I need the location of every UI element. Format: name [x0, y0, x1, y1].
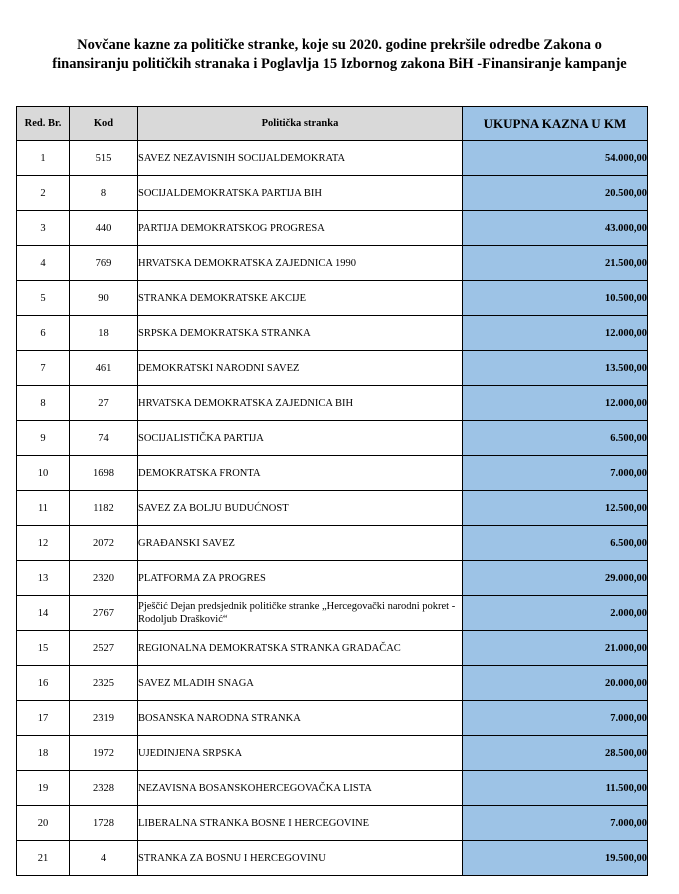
party-name: SOCIJALISTIČKA PARTIJA [138, 421, 463, 456]
row-number: 6 [17, 316, 70, 351]
table-row [17, 596, 648, 631]
party-name: SAVEZ ZA BOLJU BUDUĆNOST [138, 491, 463, 526]
title-line-1: Novčane kazne za političke stranke, koje su 2020. godine prekršile odredbe Zakona o [77, 37, 602, 53]
party-name: HRVATSKA DEMOKRATSKA ZAJEDNICA 1990 [138, 246, 463, 281]
party-name: PLATFORMA ZA PROGRES [138, 561, 463, 596]
party-name: UJEDINJENA SRPSKA [138, 736, 463, 771]
header-code: Kod [70, 107, 138, 141]
party-name: SOCIJALDEMOKRATSKA PARTIJA BIH [138, 176, 463, 211]
fine-amount: 6.500,00 [463, 526, 648, 561]
row-number: 7 [17, 351, 70, 386]
fine-amount: 7.000,00 [463, 456, 648, 491]
table-row [17, 631, 648, 666]
header-total: UKUPNA KAZNA U KM [463, 107, 648, 141]
row-number: 3 [17, 211, 70, 246]
party-code: 90 [70, 281, 138, 316]
fine-amount: 20.500,00 [463, 176, 648, 211]
title-line-2: finansiranju političkih stranaka i Poglavlja 15 Izbornog zakona BiH -Finansiranje kampanje [52, 56, 627, 72]
fine-amount: 6.500,00 [463, 421, 648, 456]
party-name: Pješčić Dejan predsjednik političke stranke „Hercegovački narodni pokret - Rodoljub Drašković“ [138, 596, 463, 631]
party-code: 2328 [70, 771, 138, 806]
table-row [17, 141, 648, 176]
fine-amount: 11.500,00 [463, 771, 648, 806]
fine-amount: 19.500,00 [463, 841, 648, 876]
fine-amount: 12.000,00 [463, 316, 648, 351]
party-name: LIBERALNA STRANKA BOSNE I HERCEGOVINE [138, 806, 463, 841]
party-code: 769 [70, 246, 138, 281]
table-row [17, 281, 648, 316]
row-number: 2 [17, 176, 70, 211]
table-row [17, 351, 648, 386]
fine-amount: 21.000,00 [463, 631, 648, 666]
row-number: 20 [17, 806, 70, 841]
row-number: 8 [17, 386, 70, 421]
row-number: 21 [17, 841, 70, 876]
party-name: REGIONALNA DEMOKRATSKA STRANKA GRADAČAC [138, 631, 463, 666]
party-code: 1972 [70, 736, 138, 771]
party-name: SRPSKA DEMOKRATSKA STRANKA [138, 316, 463, 351]
party-code: 440 [70, 211, 138, 246]
party-code: 2325 [70, 666, 138, 701]
party-name: NEZAVISNA BOSANSKOHERCEGOVAČKA LISTA [138, 771, 463, 806]
party-name: STRANKA DEMOKRATSKE AKCIJE [138, 281, 463, 316]
row-number: 4 [17, 246, 70, 281]
table-row [17, 561, 648, 596]
row-number: 9 [17, 421, 70, 456]
table-row [17, 701, 648, 736]
table-row [17, 176, 648, 211]
party-name: SAVEZ NEZAVISNIH SOCIJALDEMOKRATA [138, 141, 463, 176]
party-code: 461 [70, 351, 138, 386]
fines-table [16, 106, 648, 876]
fine-amount: 20.000,00 [463, 666, 648, 701]
header-party: Politička stranka [138, 107, 463, 141]
party-code: 1728 [70, 806, 138, 841]
party-code: 74 [70, 421, 138, 456]
row-number: 11 [17, 491, 70, 526]
fine-amount: 2.000,00 [463, 596, 648, 631]
row-number: 12 [17, 526, 70, 561]
table-header-row [17, 107, 648, 141]
fine-amount: 10.500,00 [463, 281, 648, 316]
table-row [17, 246, 648, 281]
table-row [17, 736, 648, 771]
party-code: 515 [70, 141, 138, 176]
fine-amount: 7.000,00 [463, 701, 648, 736]
party-code: 2767 [70, 596, 138, 631]
party-code: 2072 [70, 526, 138, 561]
table-row [17, 316, 648, 351]
party-name: PARTIJA DEMOKRATSKOG PROGRESA [138, 211, 463, 246]
party-name: DEMOKRATSKA FRONTA [138, 456, 463, 491]
row-number: 1 [17, 141, 70, 176]
table-row [17, 526, 648, 561]
party-code: 8 [70, 176, 138, 211]
row-number: 10 [17, 456, 70, 491]
row-number: 18 [17, 736, 70, 771]
table-body [17, 141, 648, 876]
row-number: 15 [17, 631, 70, 666]
document-title [0, 36, 679, 74]
row-number: 14 [17, 596, 70, 631]
fine-amount: 28.500,00 [463, 736, 648, 771]
fine-amount: 12.000,00 [463, 386, 648, 421]
row-number: 16 [17, 666, 70, 701]
table-row [17, 211, 648, 246]
party-name: HRVATSKA DEMOKRATSKA ZAJEDNICA BIH [138, 386, 463, 421]
party-code: 2527 [70, 631, 138, 666]
party-code: 1698 [70, 456, 138, 491]
fine-amount: 12.500,00 [463, 491, 648, 526]
party-name: SAVEZ MLADIH SNAGA [138, 666, 463, 701]
fine-amount: 13.500,00 [463, 351, 648, 386]
header-num: Red. Br. [17, 107, 70, 141]
table-row [17, 666, 648, 701]
table-row [17, 806, 648, 841]
party-name: DEMOKRATSKI NARODNI SAVEZ [138, 351, 463, 386]
row-number: 5 [17, 281, 70, 316]
table-row [17, 421, 648, 456]
party-name: GRAĐANSKI SAVEZ [138, 526, 463, 561]
table-row [17, 456, 648, 491]
party-code: 2320 [70, 561, 138, 596]
party-name: BOSANSKA NARODNA STRANKA [138, 701, 463, 736]
table-row [17, 491, 648, 526]
row-number: 17 [17, 701, 70, 736]
party-code: 2319 [70, 701, 138, 736]
party-name: STRANKA ZA BOSNU I HERCEGOVINU [138, 841, 463, 876]
party-code: 1182 [70, 491, 138, 526]
table-row [17, 841, 648, 876]
fine-amount: 29.000,00 [463, 561, 648, 596]
party-code: 27 [70, 386, 138, 421]
row-number: 13 [17, 561, 70, 596]
party-code: 18 [70, 316, 138, 351]
fine-amount: 54.000,00 [463, 141, 648, 176]
fine-amount: 7.000,00 [463, 806, 648, 841]
table-row [17, 386, 648, 421]
table-row [17, 771, 648, 806]
fine-amount: 43.000,00 [463, 211, 648, 246]
fine-amount: 21.500,00 [463, 246, 648, 281]
row-number: 19 [17, 771, 70, 806]
party-code: 4 [70, 841, 138, 876]
